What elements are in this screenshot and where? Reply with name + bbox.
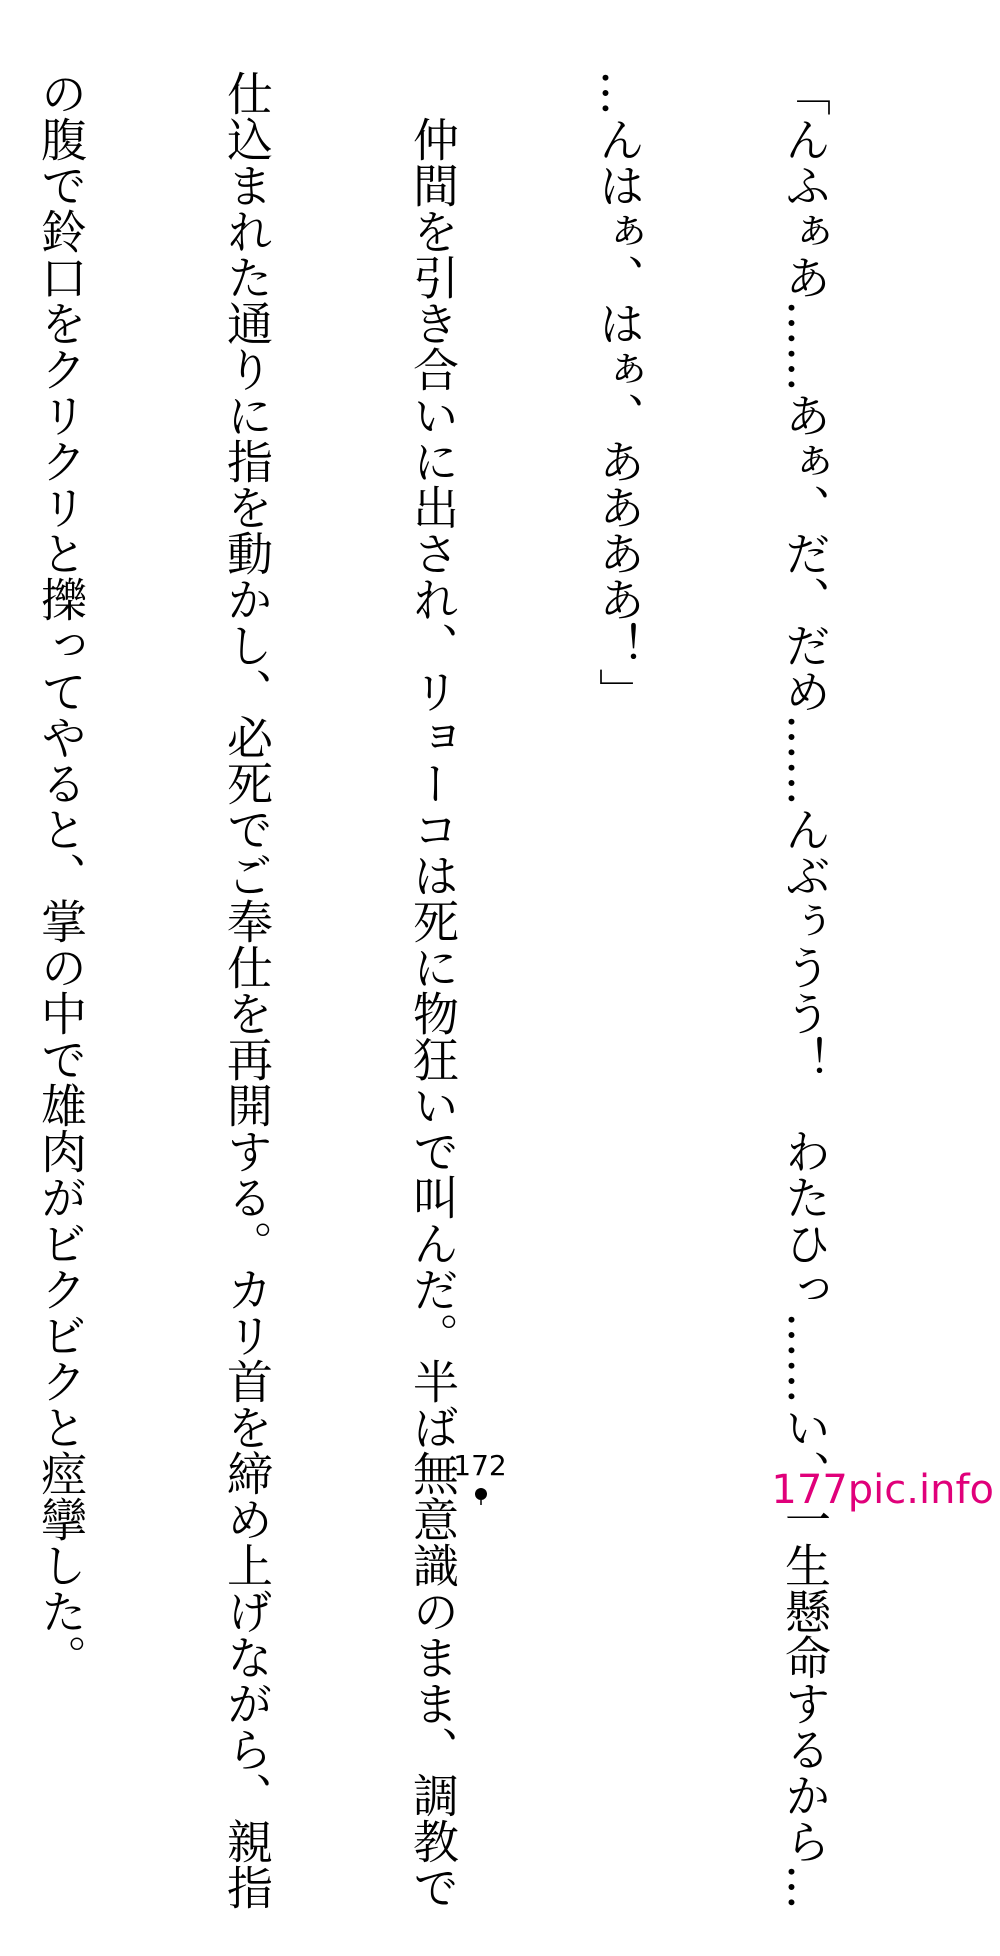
page-marker-dot-icon [472, 1487, 490, 1505]
text-line: 仕込まれた通りに指を動かし、必死でご奉仕を再開する。カリ首を締め上げながら、親指 [220, 70, 274, 1910]
watermark-text: 177pic.info [771, 1467, 994, 1513]
text-line: 仲間を引き合いに出され、リョーコは死に物狂いで叫んだ。半ば無意識のまま、調教で [406, 70, 460, 1910]
text-line: の腹で鈴口をクリクリと擽ってやると、掌の中で雄肉がビクビクと痙攣した。 [34, 70, 88, 1680]
text-line: …んはぁ、はぁ、ああああ！」 [592, 70, 646, 714]
text-line: 「んふぁあ……あぁ、だ、だめ……んぶぅうう！ わたひっ……い、一生懸命するから… [778, 70, 832, 1910]
page-number: 172 [453, 1449, 507, 1482]
